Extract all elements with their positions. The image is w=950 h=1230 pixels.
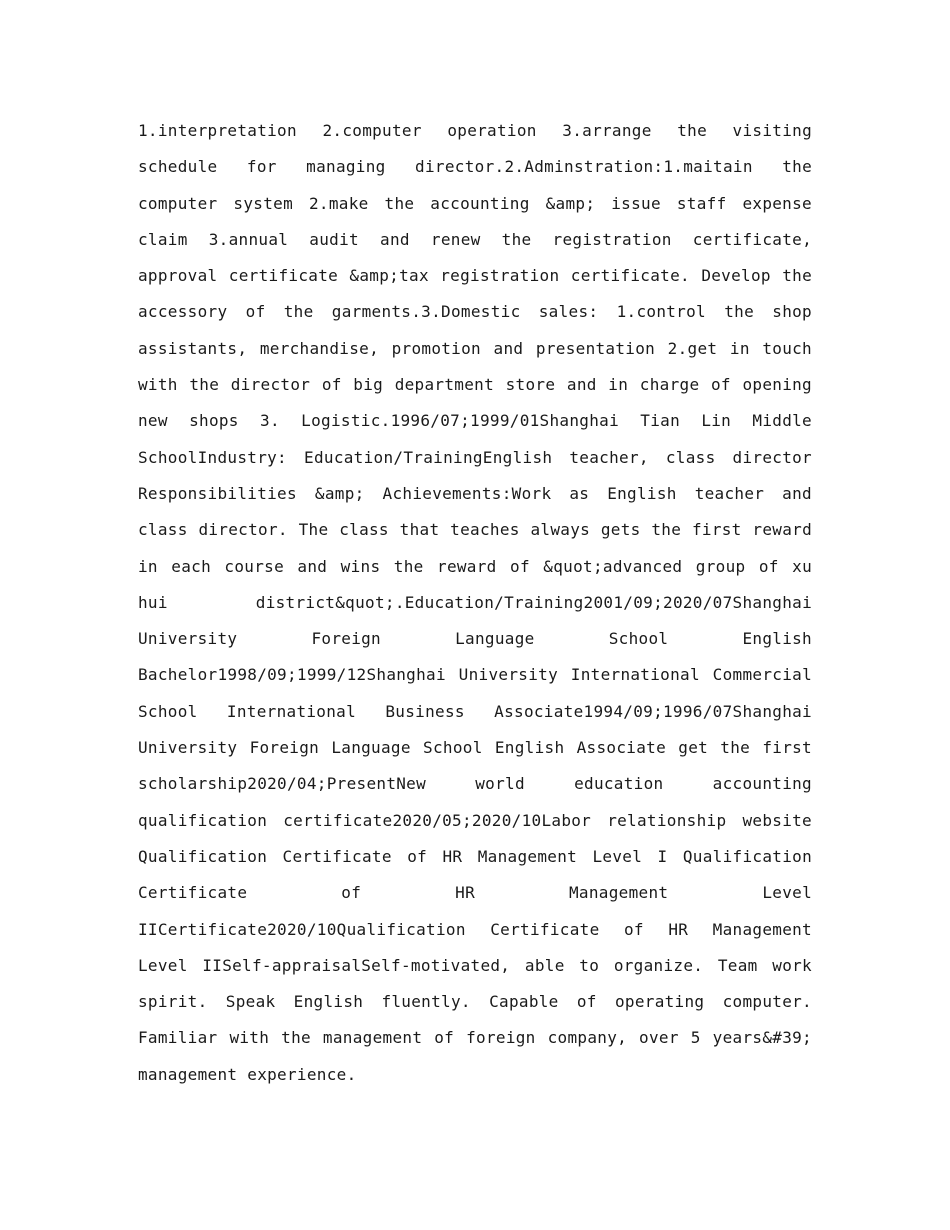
resume-body-paragraph: 1.interpretation 2.computer operation 3.arrange the visiting schedule for managing director.2.Adminstration:1.maitain the computer system 2.make the accounting &amp; issue staff expense claim 3.annual audit and renew the registration certificate, approval certificate &amp;tax registration certificate. Develop the accessory of the garments.3.Domestic sales: 1.control the shop assistants, merchandise, promotion and presentation 2.get in touch with the director of big department store and in charge of opening new shops 3. Logistic.1996/07;1999/01Shanghai Tian Lin Middle SchoolIndustry: Education/TrainingEnglish teacher, class director Responsibilities &amp; Achievements:Work as English teacher and class director. The class that teaches always gets the first reward in each course and wins the reward of &quot;advanced group of xu hui district&quot;.Education/Training2001/09;2020/07Shanghai University Foreign Language School English Bachelor1998/09;1999/12Shanghai University International Commercial School International Business Associate1994/09;1996/07Shanghai University Foreign Language School English Associate get the first scholarship2020/04;PresentNew world education accounting qualification certificate2020/05;2020/10Labor relationship website Qualification Certificate of HR Management Level I Qualification Certificate of HR Management Level IICertificate2020/10Qualification Certificate of HR Management Level IISelf-appraisalSelf-motivated, able to organize. Team work spirit. Speak English fluently. Capable of operating computer. Familiar with the management of foreign company, over 5 years&#39; management experience. (138, 121, 812, 1084)
